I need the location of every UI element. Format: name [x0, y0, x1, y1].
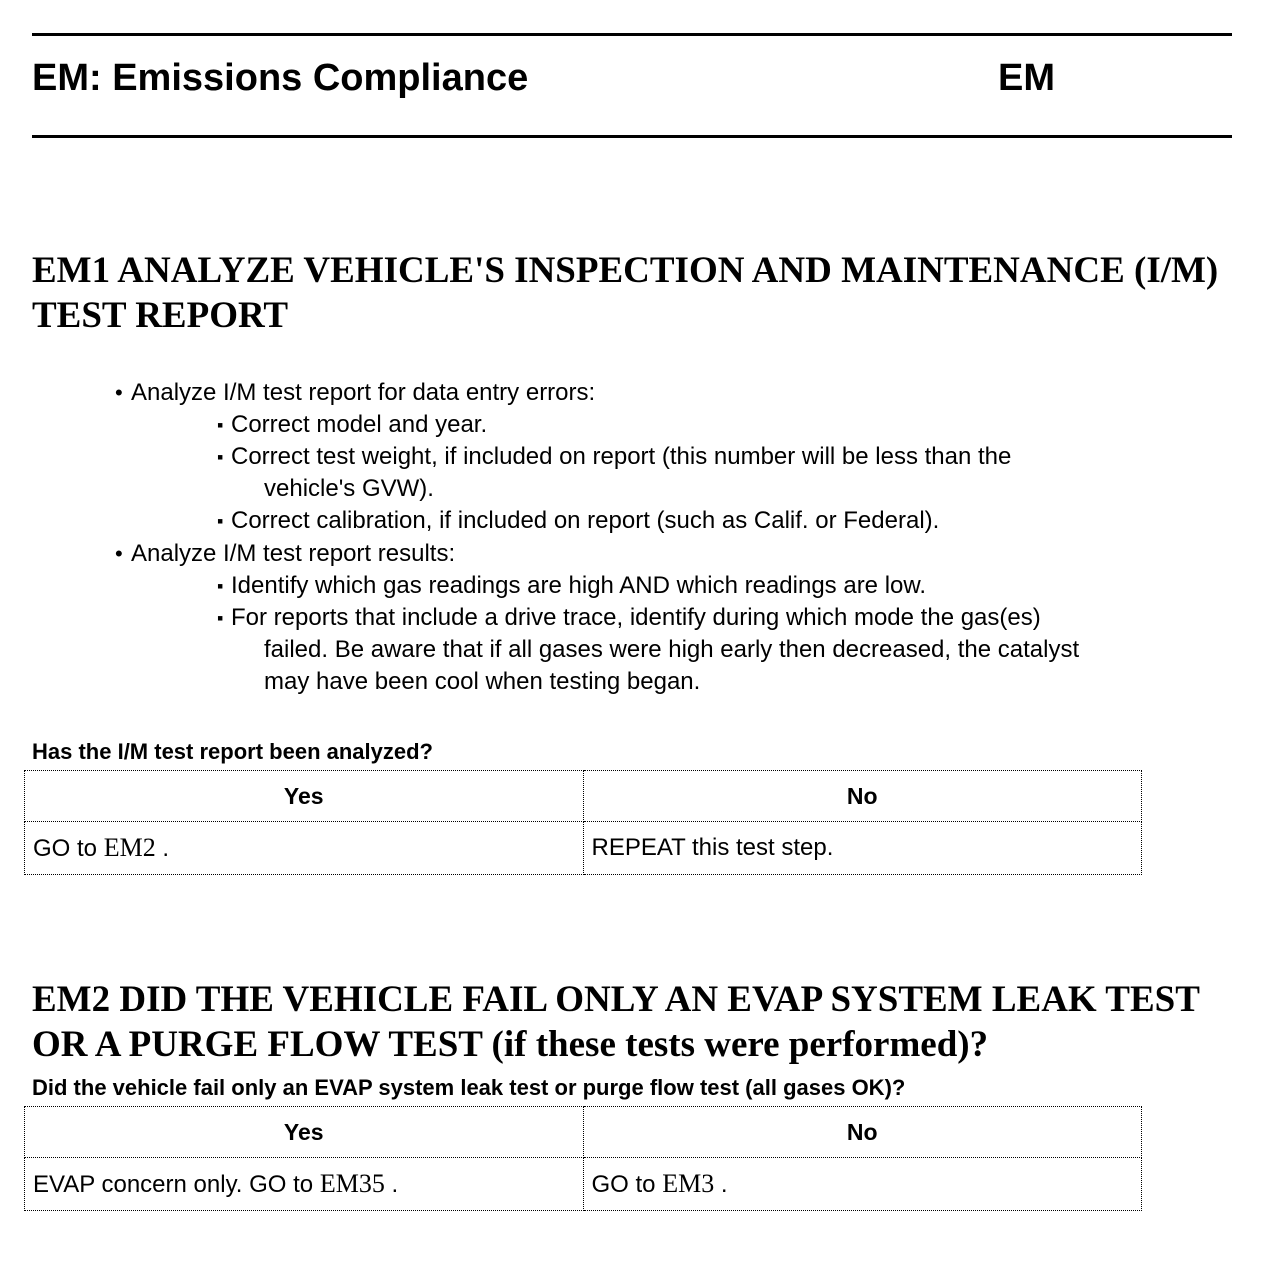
list-item: ▪ For reports that include a drive trace, identify during which mode the gas(es) failed. Be aware that if all gases were high early then decreased, the catalyst may have been cool when testing began. — [217, 604, 1080, 695]
section-code: EM — [998, 57, 1055, 99]
yes-column-header: Yes — [25, 1107, 584, 1158]
em2-question: Did the vehicle fail only an EVAP system leak test or purge flow test (all gases OK)? — [32, 1075, 906, 1100]
table-header-row — [25, 1107, 1142, 1158]
bullet-square-icon: ▪ — [217, 447, 224, 467]
list-item: ▪ Correct model and year. — [231, 409, 487, 441]
no-action-cell: GO to EM3 . — [583, 1158, 1142, 1211]
table-row — [25, 1158, 1142, 1211]
bullet-dot-icon: • — [115, 380, 123, 405]
list-item: ▪ Correct calibration, if included on report (such as Calif. or Federal). — [231, 505, 939, 537]
yes-action-cell: EVAP concern only. GO to EM35 . — [25, 1158, 584, 1211]
table-row — [25, 822, 1142, 875]
header-top-rule — [32, 33, 1232, 36]
bullet-square-icon: ▪ — [217, 608, 224, 628]
yes-action-cell: GO to EM2 . — [25, 822, 584, 875]
yes-column-header: Yes — [25, 771, 584, 822]
em2-heading: EM2 DID THE VEHICLE FAIL ONLY AN EVAP SYSTEM LEAK TEST OR A PURGE FLOW TEST (if these tests were performed)? — [32, 979, 1200, 1065]
em2-decision-table — [24, 1106, 1142, 1211]
em35-link[interactable]: EM35 — [319, 1169, 385, 1198]
em1-heading: EM1 ANALYZE VEHICLE'S INSPECTION AND MAINTENANCE (I/M) TEST REPORT — [32, 250, 1219, 336]
page-title: EM: Emissions Compliance — [32, 57, 529, 99]
em3-link[interactable]: EM3 — [662, 1169, 715, 1198]
list-item: ▪ Identify which gas readings are high AND which readings are low. — [231, 570, 926, 602]
bullet-square-icon: ▪ — [217, 511, 224, 531]
no-action-cell: REPEAT this test step. — [583, 822, 1142, 875]
bullet-square-icon: ▪ — [217, 415, 224, 435]
em1-question: Has the I/M test report been analyzed? — [32, 739, 433, 764]
em2-link[interactable]: EM2 — [103, 833, 156, 862]
em1-decision-table — [24, 770, 1142, 875]
list-item: • Analyze I/M test report results: — [131, 538, 455, 570]
no-column-header: No — [583, 771, 1142, 822]
list-item: • Analyze I/M test report for data entry errors: — [131, 377, 595, 409]
bullet-square-icon: ▪ — [217, 576, 224, 596]
no-column-header: No — [583, 1107, 1142, 1158]
header-bottom-rule — [32, 135, 1232, 138]
bullet-dot-icon: • — [115, 541, 123, 566]
table-header-row — [25, 771, 1142, 822]
list-item: ▪ Correct test weight, if included on report (this number will be less than the vehicle's GVW). — [217, 443, 1012, 502]
